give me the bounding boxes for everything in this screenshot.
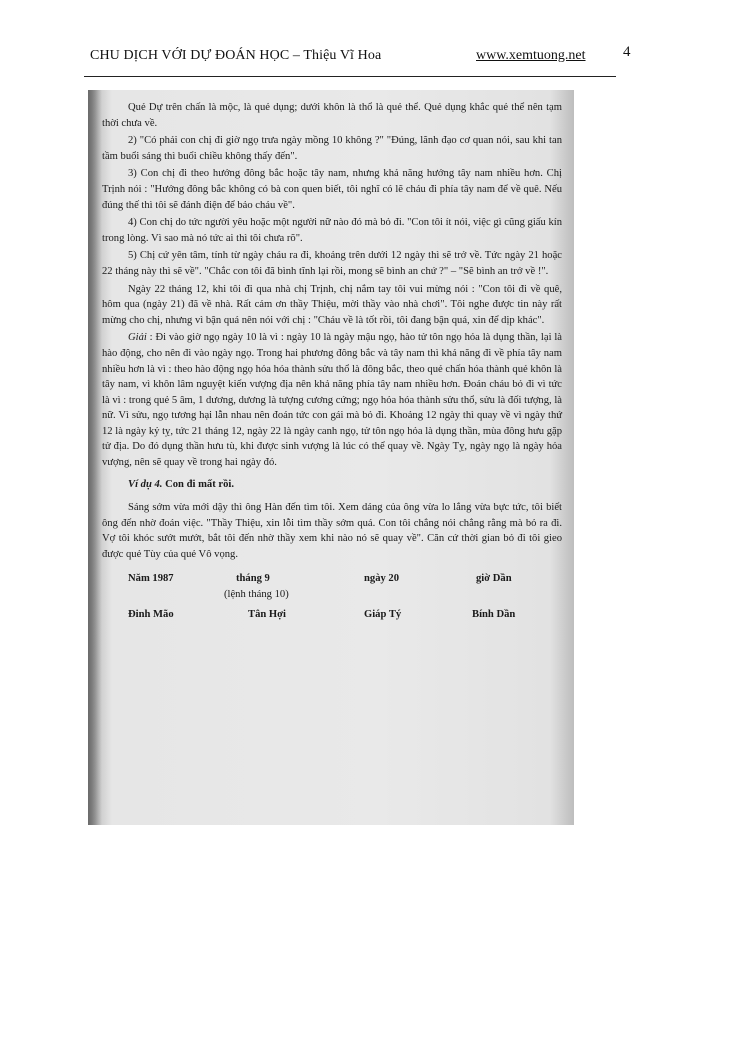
date-year: Năm 1987 xyxy=(128,572,174,584)
date-month: tháng 9 xyxy=(236,572,270,584)
paragraph-4: 4) Con chị do tức người yêu hoặc một người nữ nào đó mà bỏ đi. "Con tôi ít nói, việc gì cũng giấu kín trong lòng. Vì sao mà nó tức ai thì tôi chưa rõ". xyxy=(102,217,562,244)
paragraph-1: Quẻ Dự trên chấn là mộc, là quẻ dụng; dưới khôn là thổ là quẻ thể. Quẻ dụng khắc quẻ thể nên tạm thời chưa về. xyxy=(102,102,562,129)
date-row xyxy=(102,571,562,587)
ganzhi-month: Tân Hợi xyxy=(248,608,286,620)
scanned-text-body xyxy=(102,100,562,623)
document-title: CHU DỊCH VỚI DỰ ĐOÁN HỌC – Thiệu Vĩ Hoa xyxy=(90,48,382,63)
ganzhi-day: Giáp Tý xyxy=(364,608,402,620)
giai-text: : Đi vào giờ ngọ ngày 10 là vì : ngày 10 là ngày mậu ngọ, hào tử tôn ngọ hỏa là dụng thần, lại là hào động, cho nên đi vào ngày ngọ. Trong hai phương đông bắc và tây nam thì khả năng đi về phía tây nam nhiều hơn là vì : theo hào động ngọ hỏa hóa thành sửu thổ là đông bắc, theo quẻ chấn hóa thành quẻ khôn là tây nam, vì khôn lâm nguyệt kiến vượng địa nên khả năng phía tây nam nhiều hơn. Đoán cháu bỏ đi vì tức là vì : trong quẻ 5 âm, 1 dương, dương là tượng cương cứng; ngọ hỏa hóa thành sửu thổ, sửu là đối tượng, là nữ. Vì sửu, ngọ tương hại lẫn nhau nên đoán tức con gái mà bỏ đi. Khoảng 12 ngày thì quay về vì ngày thứ 12 là ngày kỷ tỵ, tức 21 tháng 12, ngày 22 là ngày canh ngọ, tử tôn ngọ hỏa là dụng thần, mùa đông hưu gặp tử địa. Do đó dụng thần hưu tù, khi được sinh vượng là lúc có thể quay về. Ngày Tỵ, ngày ngọ là ngày hỏa vượng, nên sẽ quay về trong hai ngày đó. xyxy=(102,332,562,469)
example-label: Ví dụ 4. xyxy=(128,478,163,490)
paragraph-5: 5) Chị cứ yên tâm, tính từ ngày cháu ra đi, khoảng trên dưới 12 ngày thì sẽ trở về. Tức ngày 21 hoặc 22 tháng này thì sẽ về". "Chắc con tôi đã bình tĩnh lại rồi, mong sẽ bình an chứ ?" – "Sẽ bình an trở về !". xyxy=(102,250,562,277)
date-month-note: (lệnh tháng 10) xyxy=(224,588,289,600)
ganzhi-row xyxy=(102,607,562,623)
date-sub-row xyxy=(102,587,562,603)
date-table xyxy=(102,571,562,623)
scan-binding-shadow xyxy=(88,90,102,825)
example-paragraph: Sáng sớm vừa mới dậy thì ông Hàn đến tìm tôi. Xem dáng của ông vừa lo lắng vừa bực tức, tôi biết ông đến nhờ đoán việc. "Thầy Thiệu, xin lỗi tìm thầy sớm quá. Con tôi chẳng nói chẳng rằng mà bỏ ra đi. Vợ tôi khóc sướt mướt, bắt tôi đến nhờ thầy xem khi nào nó sẽ quay về". Căn cứ thời gian bỏ đi tôi gieo được quẻ Tùy của quẻ Vô vọng. xyxy=(102,502,562,561)
ganzhi-year: Đinh Mão xyxy=(128,608,174,620)
giai-paragraph xyxy=(102,330,562,470)
example-heading xyxy=(102,477,562,493)
ganzhi-hour: Bính Dần xyxy=(472,608,516,620)
page-number: 4 xyxy=(623,44,631,60)
paragraph-6: Ngày 22 tháng 12, khi tôi đi qua nhà chị Trịnh, chị nắm tay tôi vui mừng nói : "Con tôi đi về quê, hôm qua (ngày 21) đã về nhà. Rất cảm ơn thầy Thiệu, mời thầy vào nhà chơi". Tôi nghe được tin này rất mừng cho chị, nhưng vì bận quá nên nói với chị : "Cháu về là tốt rồi, tôi đang bận quá, xin để dịp khác". xyxy=(102,283,562,326)
paragraph-3: 3) Con chị đi theo hướng đông bắc hoặc tây nam, nhưng khả năng hướng tây nam nhiều hơn. Chị Trịnh nói : "Hướng đông bắc không có bà con quen biết, tôi nghĩ có lẽ cháu đi phía tây nam để về quê. Nếu đúng thế thì tôi sẽ đánh điện để bảo cháu về". xyxy=(102,168,562,211)
paragraph-2: 2) "Có phải con chị đi giờ ngọ trưa ngày mồng 10 không ?" "Đúng, lãnh đạo cơ quan nói, sau khi tan tầm buổi sáng thì buổi chiều không thấy đến". xyxy=(102,135,562,162)
page-header xyxy=(90,44,630,74)
header-rule xyxy=(84,76,616,77)
date-hour: giờ Dần xyxy=(476,572,512,584)
website-link[interactable]: www.xemtuong.net xyxy=(476,48,586,63)
scanned-page-image xyxy=(88,90,574,825)
giai-label: Giải xyxy=(128,332,147,344)
example-title: Con đi mất rồi. xyxy=(162,478,234,490)
date-day: ngày 20 xyxy=(364,572,400,584)
